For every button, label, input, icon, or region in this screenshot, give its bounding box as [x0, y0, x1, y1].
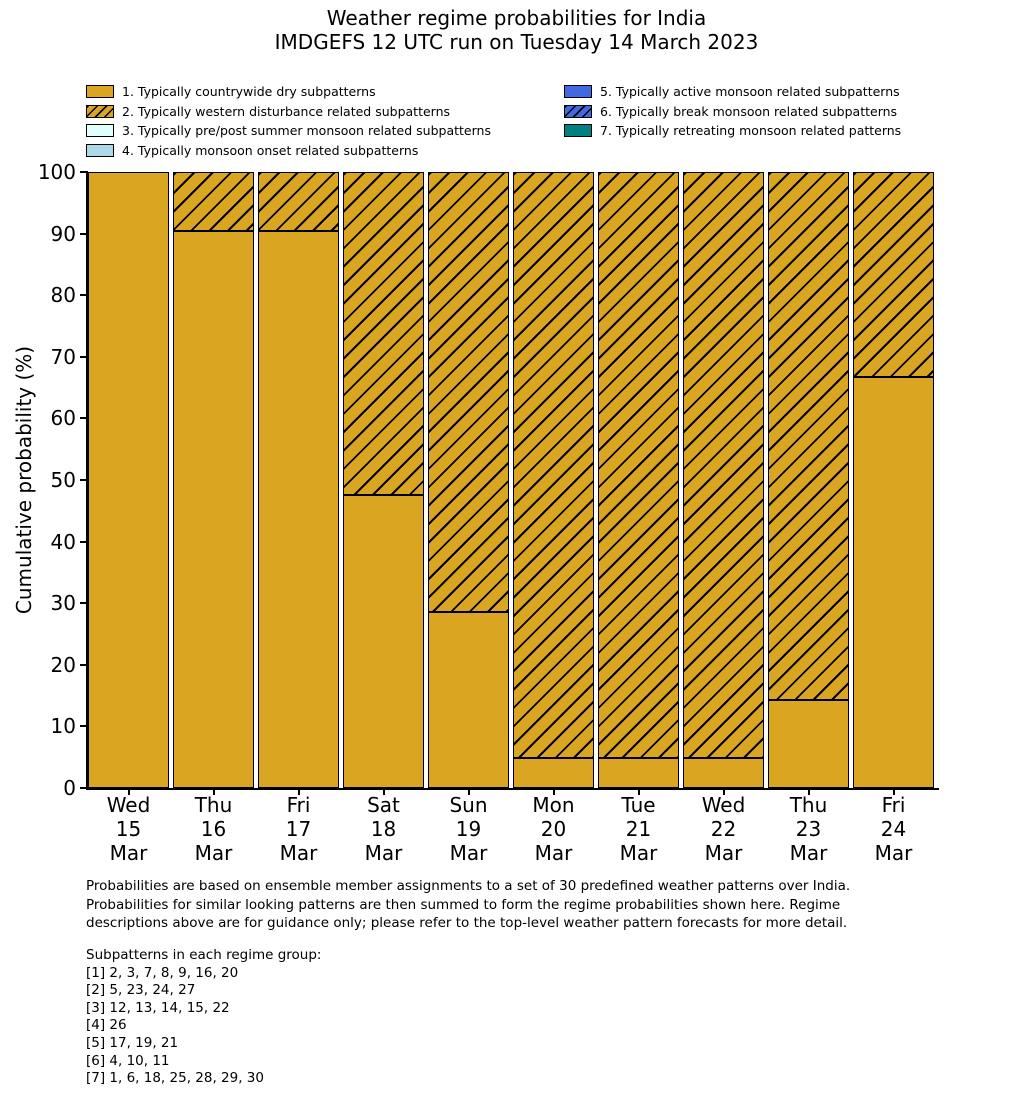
- subpatterns-line: [5] 17, 19, 21: [86, 1034, 179, 1051]
- bar-segment-regime1-dry: [343, 495, 424, 788]
- subpatterns-line: [6] 4, 10, 11: [86, 1052, 170, 1069]
- bar-segment-regime2-western-disturbance: [513, 172, 594, 758]
- x-tick-label: [764, 793, 854, 865]
- y-tick-label: 80: [50, 283, 76, 308]
- x-tick-label-line: 17: [285, 817, 312, 841]
- x-tick-label-line: Mar: [534, 841, 573, 865]
- y-tick-mark: [80, 479, 86, 481]
- bar-sat-18-mar: [343, 172, 424, 788]
- footnote-line: descriptions above are for guidance only; please refer to the top-level weather pattern forecasts for more detail.: [86, 915, 848, 931]
- x-tick-label-line: Mar: [279, 841, 318, 865]
- bar-segment-regime2-western-disturbance: [343, 172, 424, 495]
- bar-mon-20-mar: [513, 172, 594, 788]
- x-tick-label-line: Mon: [532, 793, 575, 817]
- footnote-paragraph: [86, 877, 850, 933]
- x-tick-label-line: Thu: [789, 793, 828, 817]
- bar-segment-regime2-western-disturbance: [258, 172, 339, 231]
- y-axis-label: Cumulative probability (%): [12, 345, 36, 615]
- x-tick-label-line: 21: [625, 817, 652, 841]
- chart-title-line2: IMDGEFS 12 UTC run on Tuesday 14 March 2023: [274, 30, 759, 54]
- legend-swatch-hatched: [86, 105, 114, 118]
- subpatterns-line: [1] 2, 3, 7, 8, 9, 16, 20: [86, 964, 239, 981]
- footnote-line: Probabilities are based on ensemble member assignments to a set of 30 predefined weather patterns over India.: [86, 878, 851, 894]
- x-tick-label-line: 19: [455, 817, 482, 841]
- y-tick-label: 30: [50, 591, 76, 616]
- x-tick-label-line: 20: [540, 817, 567, 841]
- y-tick-label: 100: [37, 160, 76, 184]
- y-tick-mark: [80, 233, 86, 235]
- x-tick-label-line: Fri: [881, 793, 906, 817]
- x-tick-label-line: 16: [200, 817, 227, 841]
- plot-area: [88, 172, 938, 788]
- legend-label: 7. Typically retreating monsoon related patterns: [600, 123, 902, 138]
- subpatterns-line: [2] 5, 23, 24, 27: [86, 982, 196, 999]
- x-tick-label: [509, 793, 599, 865]
- subpatterns-line: [3] 12, 13, 14, 15, 22: [86, 999, 230, 1016]
- y-tick-label: 90: [50, 221, 76, 246]
- x-tick-label-line: Mar: [704, 841, 743, 865]
- bar-segment-regime1-dry: [88, 172, 169, 788]
- legend-swatch: [86, 144, 114, 157]
- x-tick-label-line: Sun: [449, 793, 488, 817]
- x-tick-label-line: 24: [880, 817, 907, 841]
- x-tick-label: [254, 793, 344, 865]
- bar-fri-17-mar: [258, 172, 339, 788]
- legend-label: 6. Typically break monsoon related subpatterns: [600, 103, 898, 119]
- y-tick-label: 60: [50, 406, 76, 431]
- y-tick-mark: [80, 602, 86, 604]
- y-tick-mark: [80, 356, 86, 358]
- bar-segment-regime2-western-disturbance: [768, 172, 849, 700]
- legend-swatch: [86, 85, 114, 98]
- y-tick-mark: [80, 725, 86, 727]
- y-tick-mark: [80, 171, 86, 173]
- legend-label: 2. Typically western disturbance related subpatterns: [122, 103, 451, 119]
- legend-column-left: [86, 85, 491, 163]
- legend-item: [564, 124, 901, 137]
- y-tick-mark: [80, 787, 86, 789]
- x-tick-label: [84, 793, 174, 865]
- chart-title: [0, 6, 1033, 54]
- x-tick-label-line: 22: [710, 817, 737, 841]
- bar-wed-22-mar: [683, 172, 764, 788]
- bar-thu-23-mar: [768, 172, 849, 788]
- x-tick-label-line: Sat: [367, 793, 400, 817]
- bar-segment-regime2-western-disturbance: [853, 172, 934, 377]
- subpatterns-line: [4] 26: [86, 1017, 127, 1034]
- legend-item: [86, 124, 491, 137]
- bar-segment-regime2-western-disturbance: [428, 172, 509, 612]
- y-tick-label: 0: [63, 776, 76, 800]
- legend-swatch-hatched: [564, 105, 592, 118]
- y-tick-label: 40: [50, 529, 76, 554]
- x-tick-label: [679, 793, 769, 865]
- x-tick-label-line: Mar: [194, 841, 233, 865]
- legend-column-right: [564, 85, 901, 144]
- bar-segment-regime1-dry: [768, 700, 849, 788]
- x-tick-label-line: Mar: [789, 841, 828, 865]
- footnote-line: Probabilities for similar looking patterns are then summed to form the regime probabilities shown here. Regime: [86, 896, 841, 913]
- legend-item: [86, 105, 491, 118]
- x-tick-label-line: Mar: [364, 841, 403, 865]
- x-tick-label: [594, 793, 684, 865]
- y-tick-mark: [80, 417, 86, 419]
- subpatterns-line: [7] 1, 6, 18, 25, 28, 29, 30: [86, 1070, 264, 1087]
- y-tick-label: 50: [50, 468, 76, 492]
- bar-segment-regime1-dry: [598, 758, 679, 788]
- x-tick-label-line: Mar: [619, 841, 658, 865]
- x-tick-label: [339, 793, 429, 865]
- x-tick-label-line: 23: [795, 817, 822, 841]
- legend-swatch: [564, 85, 592, 98]
- x-tick-label-line: Fri: [286, 793, 311, 817]
- bar-segment-regime1-dry: [173, 231, 254, 788]
- subpatterns-heading: Subpatterns in each regime group:: [86, 947, 322, 963]
- bar-wed-15-mar: [88, 172, 169, 788]
- y-tick-label: 70: [50, 344, 76, 369]
- legend-item: [564, 85, 901, 98]
- x-tick-label-line: Mar: [874, 841, 913, 865]
- legend-swatch: [564, 124, 592, 137]
- bar-sun-19-mar: [428, 172, 509, 788]
- bar-segment-regime2-western-disturbance: [173, 172, 254, 231]
- x-tick-label-line: Wed: [701, 793, 746, 817]
- y-tick-mark: [80, 294, 86, 296]
- legend-item: [86, 144, 491, 157]
- bar-segment-regime1-dry: [853, 377, 934, 788]
- y-tick-mark: [80, 664, 86, 666]
- bar-fri-24-mar: [853, 172, 934, 788]
- x-tick-label: [424, 793, 514, 865]
- bar-segment-regime1-dry: [683, 758, 764, 788]
- x-tick-label: [169, 793, 259, 865]
- legend-label: 1. Typically countrywide dry subpatterns: [122, 84, 376, 99]
- bar-segment-regime2-western-disturbance: [683, 172, 764, 758]
- y-tick-label: 20: [50, 652, 76, 677]
- bar-tue-21-mar: [598, 172, 679, 788]
- bar-segment-regime1-dry: [258, 231, 339, 788]
- x-tick-label-line: Wed: [106, 793, 151, 817]
- y-tick-mark: [80, 541, 86, 543]
- legend-label: 5. Typically active monsoon related subpatterns: [600, 84, 900, 99]
- x-tick-label: [849, 793, 939, 865]
- x-tick-label-line: Mar: [449, 841, 488, 865]
- legend-item: [564, 105, 901, 118]
- legend-label: 3. Typically pre/post summer monsoon related subpatterns: [122, 123, 491, 138]
- bar-segment-regime2-western-disturbance: [598, 172, 679, 758]
- x-tick-label-line: 15: [115, 817, 142, 841]
- bar-segment-regime1-dry: [428, 612, 509, 788]
- x-tick-label-line: Tue: [621, 793, 656, 817]
- x-tick-label-line: Thu: [194, 793, 233, 817]
- legend-label: 4. Typically monsoon onset related subpatterns: [122, 142, 419, 158]
- x-tick-label-line: Mar: [109, 841, 148, 865]
- y-tick-label: 10: [50, 714, 76, 739]
- bar-thu-16-mar: [173, 172, 254, 788]
- subpatterns-block: [86, 947, 321, 1088]
- legend-swatch: [86, 124, 114, 137]
- chart-title-line1: Weather regime probabilities for India: [326, 6, 707, 30]
- bar-segment-regime1-dry: [513, 758, 594, 788]
- legend-item: [86, 85, 491, 98]
- x-tick-label-line: 18: [370, 817, 397, 841]
